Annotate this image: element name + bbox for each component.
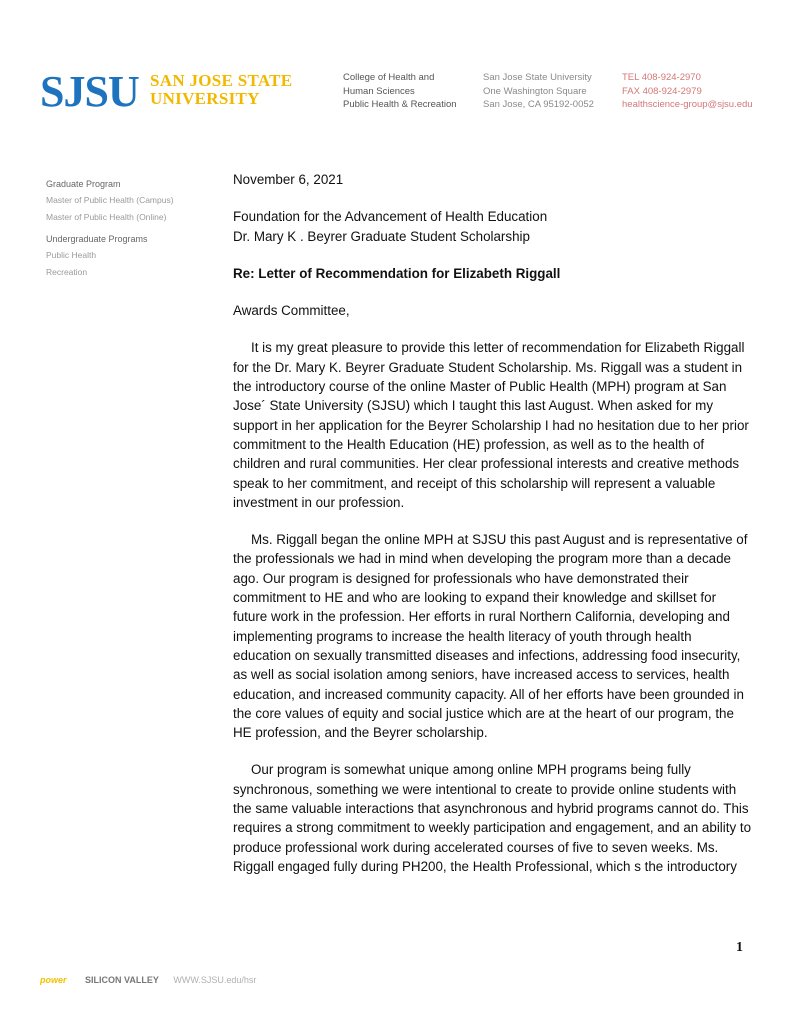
salutation: Awards Committee,: [233, 303, 350, 319]
sidebar-item-recreation: Recreation: [46, 267, 88, 277]
sidebar-item-public-health: Public Health: [46, 250, 97, 260]
undergraduate-heading: Undergraduate Programs: [46, 234, 148, 244]
contact-email: healthscience-group@sjsu.edu: [622, 99, 753, 110]
letter-body: [233, 170, 753, 894]
college-block: [343, 71, 457, 112]
sidebar-item-mph-campus: Master of Public Health (Campus): [46, 195, 174, 205]
recipient-line: Foundation for the Advancement of Health Education: [233, 209, 548, 225]
footer-website: WWW.SJSU.edu/hsr: [173, 975, 257, 985]
contact-block: [622, 71, 753, 112]
recipient-line: Dr. Mary K . Beyrer Graduate Student Scholarship: [233, 228, 530, 244]
college-line: Public Health & Recreation: [343, 99, 457, 110]
body-paragraph: It is my great pleasure to provide this letter of recommendation for Elizabeth Riggall for the Dr. Mary K. Beyrer Graduate Student Scholarship. Ms. Riggall was a student in the introductory course of the online Master of Public Health (MPH) program at San Jose´ State University (SJSU) which I taught this last August. When asked for my support in her application for the Beyrer Scholarship I had no hesitation due to her prior commitment to the Health Education (HE) profession, as well as to the health of children and rural communities. Her clear professional interests and creative methods speak to her commitment, and receipt of this scholarship will represent a valuable investment in our profession.: [233, 340, 749, 510]
footer-power: power: [40, 975, 67, 985]
body-paragraph: Our program is somewhat unique among online MPH programs being fully synchronous, something we were intentional to create to provide online students with the same valuable interactions that asynchronous and hybrid programs cannot do. This requires a strong commitment to weekly participation and engagement, and an ability to produce professional work during accelerated courses of five to seven weeks. Ms. Riggall engaged fully during PH200, the Health Professional, which s the introductory: [233, 762, 752, 874]
contact-fax: FAX 408-924-2979: [622, 85, 702, 97]
university-wordmark: [150, 72, 292, 108]
college-line: College of Health and: [343, 72, 435, 83]
footer-silicon-valley: SILICON VALLEY: [85, 975, 159, 985]
wordmark-line1: SAN JOSE STATE: [150, 71, 293, 90]
recipient-block: [233, 207, 753, 246]
college-line: Human Sciences: [343, 85, 415, 97]
page-footer: [40, 975, 256, 985]
graduate-heading: Graduate Program: [46, 179, 121, 189]
page-number: 1: [736, 940, 743, 955]
sjsu-logo: SJSU: [40, 67, 139, 116]
address-line: San Jose, CA 95192-0052: [483, 99, 594, 110]
address-block: [483, 71, 594, 112]
wordmark-line2: UNIVERSITY: [150, 89, 260, 108]
program-sidebar: [46, 179, 216, 284]
sidebar-item-mph-online: Master of Public Health (Online): [46, 212, 167, 222]
contact-phone: TEL 408-924-2970: [622, 72, 701, 83]
address-line: San Jose State University: [483, 72, 592, 83]
letter-date: November 6, 2021: [233, 172, 344, 187]
address-line: One Washington Square: [483, 85, 587, 97]
subject-line: Re: Letter of Recommendation for Elizabeth Riggall: [233, 265, 561, 281]
body-paragraph: Ms. Riggall began the online MPH at SJSU this past August and is representative of the professionals we had in mind when developing the program more than a decade ago. Our program is designed for professionals who have demonstrated their commitment to HE and who are looking to expand their knowledge and skillset for future work in the profession. Her efforts in rural Northern California, developing and implementing programs to increase the health literacy of youth through health education on sexually transmitted diseases and infections, addressing food insecurity, as well as social isolation among seniors, have increased access to services, health education, and increased community capacity. All of her efforts have been grounded in the core values of equity and social justice which are at the heart of our program, the HE profession, and the Beyrer scholarship.: [233, 532, 748, 741]
